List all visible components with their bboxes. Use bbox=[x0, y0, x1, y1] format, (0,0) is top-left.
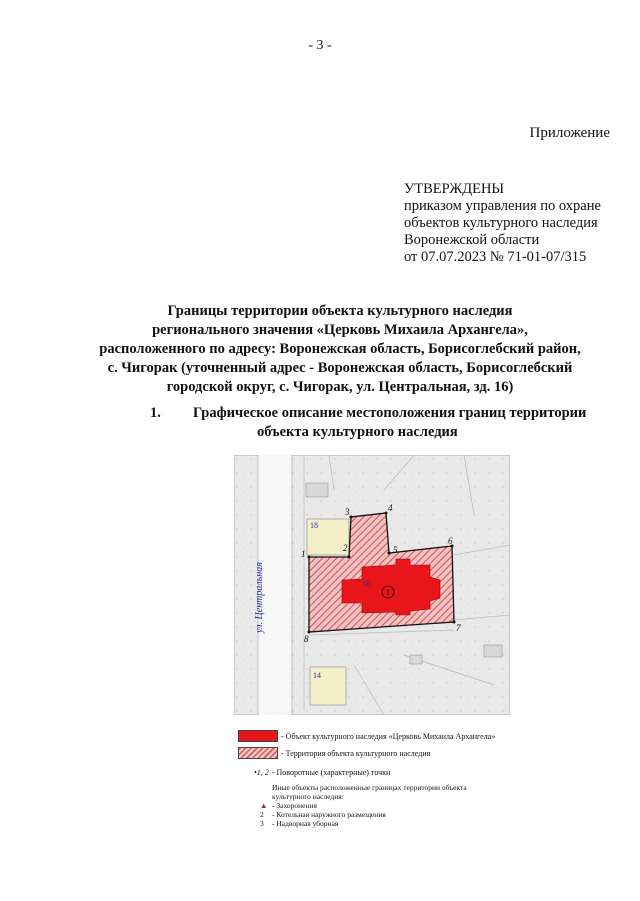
point-label: 7 bbox=[456, 623, 461, 633]
legend-item-text: - Котельная наружного размещения bbox=[272, 810, 386, 819]
building-number: 16 bbox=[363, 580, 370, 588]
legend-item-text: - Захоронения bbox=[272, 801, 317, 810]
legend-item bbox=[260, 819, 386, 828]
other-objects-list bbox=[260, 801, 386, 828]
section-title-line: объекта культурного наследия bbox=[257, 424, 458, 440]
approval-block bbox=[404, 181, 601, 266]
point-label: 6 bbox=[448, 536, 453, 546]
legend-territory-text: - Территория объекта культурного наследия bbox=[281, 748, 431, 758]
other-objects-title-line: Иные объекты расположенные границах территории объекта bbox=[272, 783, 467, 792]
minor-building bbox=[484, 645, 502, 657]
legend-territory bbox=[238, 747, 430, 759]
approval-order-line: от 07.07.2023 № 71-01-07/315 bbox=[404, 249, 587, 265]
page-number: - 3 - bbox=[308, 38, 332, 53]
point-label: 1 bbox=[301, 549, 306, 559]
minor-building bbox=[410, 655, 422, 664]
legend-object bbox=[238, 730, 495, 742]
approval-line: Воронежской области bbox=[404, 232, 540, 248]
legend-points-text: - Поворотные (характерные) точки bbox=[271, 768, 391, 777]
heading-line: расположенного по адресу: Воронежская область, Борисоглебский район, bbox=[99, 341, 581, 357]
other-objects-title-line: культурного наследия: bbox=[272, 792, 344, 801]
approval-line: объектов культурного наследия bbox=[404, 215, 598, 231]
minor-building bbox=[306, 483, 328, 497]
heading-line: с. Чигорак (уточненный адрес - Воронежская область, Борисоглебский bbox=[107, 360, 573, 376]
legend-points bbox=[254, 768, 390, 777]
point-label: 5 bbox=[393, 545, 398, 555]
approval-line: приказом управления по охране bbox=[404, 198, 601, 214]
legend-item-mark: 2 bbox=[260, 810, 264, 819]
building-number: 18 bbox=[310, 521, 318, 530]
section-number: 1. bbox=[150, 405, 161, 421]
point-label: 2 bbox=[343, 543, 348, 553]
other-objects-title bbox=[272, 783, 467, 801]
object-number: 1 bbox=[386, 588, 390, 597]
building-number: 14 bbox=[313, 671, 321, 680]
grave-marker-icon: ▲ bbox=[260, 801, 268, 810]
boundary-map bbox=[234, 455, 510, 715]
approval-title: УТВЕРЖДЕНЫ bbox=[404, 181, 505, 197]
document-heading bbox=[90, 302, 590, 397]
heading-line: городской округ, с. Чигорак, ул. Центральная, зд. 16) bbox=[166, 379, 514, 395]
point-label: 4 bbox=[388, 503, 393, 513]
heading-line: Границы территории объекта культурного наследия bbox=[167, 303, 513, 319]
point-label: 3 bbox=[345, 507, 350, 517]
points-symbol: •1, 2 bbox=[254, 768, 269, 777]
legend-item-text: - Надворная уборная bbox=[272, 819, 339, 828]
legend-object-text: - Объект культурного наследия «Церковь Михаила Архангела» bbox=[281, 731, 496, 741]
object-swatch bbox=[238, 730, 278, 742]
legend-item bbox=[260, 810, 386, 819]
legend-item-mark: 3 bbox=[260, 819, 264, 828]
section-title-line: Графическое описание местоположения границ территории bbox=[193, 405, 587, 421]
street-label: ул. Центральная bbox=[254, 562, 265, 633]
heading-line: регионального значения «Церковь Михаила Архангела», bbox=[152, 322, 528, 338]
territory-swatch bbox=[238, 747, 278, 759]
point-label: 8 bbox=[304, 634, 309, 644]
legend-item bbox=[260, 801, 386, 810]
appendix-label: Приложение bbox=[529, 125, 610, 141]
